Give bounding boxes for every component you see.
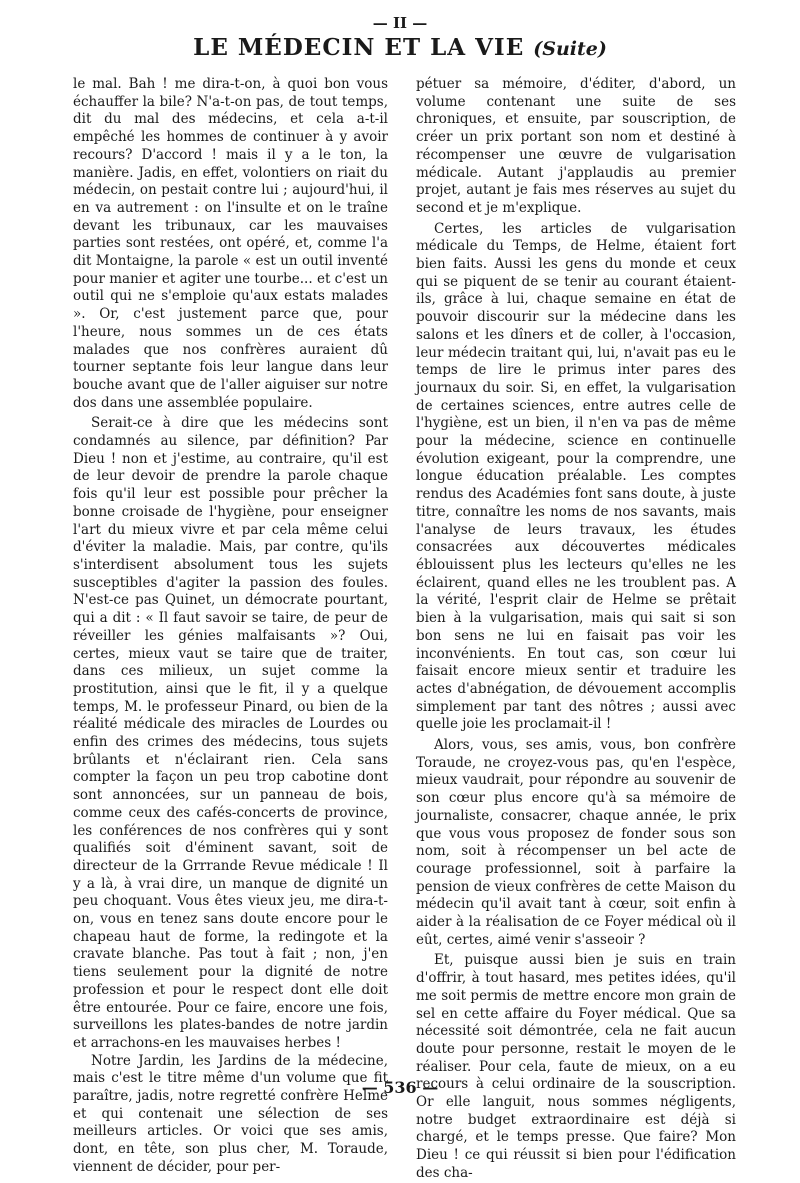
paragraph: Certes, les articles de vulgarisation médicale du Temps, de Helme, étaient fort bien faits. Aussi les gens du monde et ceux qui se piquent de se tenir au courant étaient-ils, grâce à lui, chaque semaine en état de pouvoir discourir sur la médecine dans les salons et les dîners et de coller, à l'occasion, leur médecin traitant qui, lui, n'avait pas eu le temps de lire le primus inter pares des journaux du soir. Si, en effet, la vulgarisation de certaines sciences, entre autres celle de l'hygiène, est un bien, il n'en va pas de même pour la médecine, science en continuelle évolution exigeant, pour la comprendre, une longue éducation préalable. Les comptes rendus des Académies font sans doute, à juste titre, connaître les noms de nos savants, mais l'analyse de leurs travaux, les études consacrées aux découvertes médicales éblouissent plus les lecteurs qu'elles ne les éclairent, quand elles ne les troublent pas. A la vérité, l'esprit clair de Helme se prêtait bien à la vulgarisation, mais qui sait si son bon sens ne lui en faisait pas voir les inconvénients. En tout cas, son cœur lui faisait encore mieux sentir et traduire les actes d'abnégation, de dévouement accomplis simplement par tant des nôtres ; aussi avec quelle joie les proclamait-il !: [416, 220, 736, 733]
left-column: [73, 76, 388, 1175]
title-main: LE MÉDECIN ET LA VIE: [193, 34, 525, 61]
page-roman-numeral: — II —: [372, 14, 428, 32]
paragraph: Notre Jardin, les Jardins de la médecine, mais c'est le titre même d'un volume que fit paraître, jadis, notre regretté confrère Helme et qui contenait une sélection de ses meilleurs articles. Or voici que ses amis, dont, en tête, son plus cher, M. Toraude, viennent de décider, pour per-: [73, 1052, 388, 1175]
page-title: [0, 34, 800, 61]
title-suite: (Suite): [533, 38, 607, 60]
page-number: — 536 —: [361, 1078, 439, 1097]
paragraph: Serait-ce à dire que les médecins sont condamnés au silence, par définition? Par Dieu ! non et j'estime, au contraire, qu'il est de leur devoir de prendre la parole chaque fois qu'il leur est possible pour prêcher la bonne croisade de l'hygiène, pour enseigner l'art du mieux vivre et par cela même celui d'éviter la maladie. Mais, par contre, qu'ils s'interdisent absolument tous les sujets susceptibles d'agiter la passion des foules. N'est-ce pas Quinet, un démocrate pourtant, qui a dit : « Il faut savoir se taire, de peur de réveiller les génies malfaisants »? Oui, certes, mieux vaut se taire que de traiter, dans ces milieux, un sujet comme la prostitution, ainsi que le fit, il y a quelque temps, M. le professeur Pinard, ou bien de la réalité médicale des miracles de Lourdes ou enfin des crimes des médecins, tous sujets brûlants et n'éclairant rien. Cela sans compter la façon un peu trop cabotine dont sont annoncées, sur un panneau de bois, comme ceux des cafés-concerts de province, les conférences de nos confrères qui y sont qualifiés soit d'éminent savant, soit de directeur de la Grrrande Revue médicale ! Il y a là, à vrai dire, un manque de dignité un peu choquant. Vous êtes vieux jeu, me dira-t-on, vous en tenez sans doute encore pour le chapeau haut de forme, la redingote et la cravate blanche. Pas tout à fait ; non, j'en tiens seulement pour la dignité de notre profession et pour le respect dont elle doit être entourée. Pour ce faire, encore une fois, surveillons les plates-bandes de notre jardin et arrachons-en les mauvaises herbes !: [73, 415, 388, 1051]
paragraph: pétuer sa mémoire, d'éditer, d'abord, un volume contenant une suite de ses chroniques, et ensuite, par souscription, de créer un prix portant son nom et destiné à récompenser une œuvre de vulgarisation médicale. Autant j'applaudis au premier projet, autant je fais mes réserves au sujet du second et je m'explique.: [416, 76, 736, 216]
paragraph: le mal. Bah ! me dira-t-on, à quoi bon vous échauffer la bile? N'a-t-on pas, de tout temps, dit du mal des médecins, et cela a-t-il empêché les hommes de continuer à y avoir recours? D'accord ! mais il y a le ton, la manière. Jadis, en effet, volontiers on riait du médecin, on pestait contre lui ; aujourd'hui, il en va autrement : on l'insulte et on le traîne devant les tribunaux, car les mauvaises parties sont restées, ont opéré, et, comme l'a dit Montaigne, la parole « est un outil inventé pour manier et agiter une tourbe... et c'est un outil qui ne s'emploie qu'aux estats malades ». Or, c'est justement parce que, pour l'heure, nous sommes un de ces états malades que nos confrères auraient dû tourner septante fois leur langue dans leur bouche avant que de l'aller aiguiser sur notre dos dans une assemblée populaire.: [73, 76, 388, 411]
paragraph: Alors, vous, ses amis, vous, bon confrère Toraude, ne croyez-vous pas, qu'en l'espèce, mieux vaudrait, pour répondre au souvenir de son cœur plus encore qu'à sa mémoire de journaliste, consacrer, chaque année, le prix que vous vous proposez de fonder sous son nom, soit à récompenser un bel acte de courage professionnel, soit à parfaire la pension de vieux confrères de cette Maison du médecin qu'il avait tant à cœur, soit enfin à aider à la réalisation de ce Foyer médical où il eût, certes, aimé venir s'asseoir ?: [416, 737, 736, 948]
paragraph: Et, puisque aussi bien je suis en train d'offrir, à tout hasard, mes petites idées, qu'il me soit permis de mettre encore mon grain de sel en cette affaire du Foyer médical. Que sa nécessité soit démontrée, cela ne fait aucun doute pour personne, restait le moyen de le réaliser. Pour cela, faute de mieux, on a eu recours à celui ordinaire de la souscription. Or elle languit, nous sommes négligents, notre budget extraordinaire est déjà si chargé, et le temps presse. Que faire? Mon Dieu ! ce qui réussit si bien pour l'édification des cha-: [416, 952, 736, 1181]
right-column: [416, 76, 736, 1181]
